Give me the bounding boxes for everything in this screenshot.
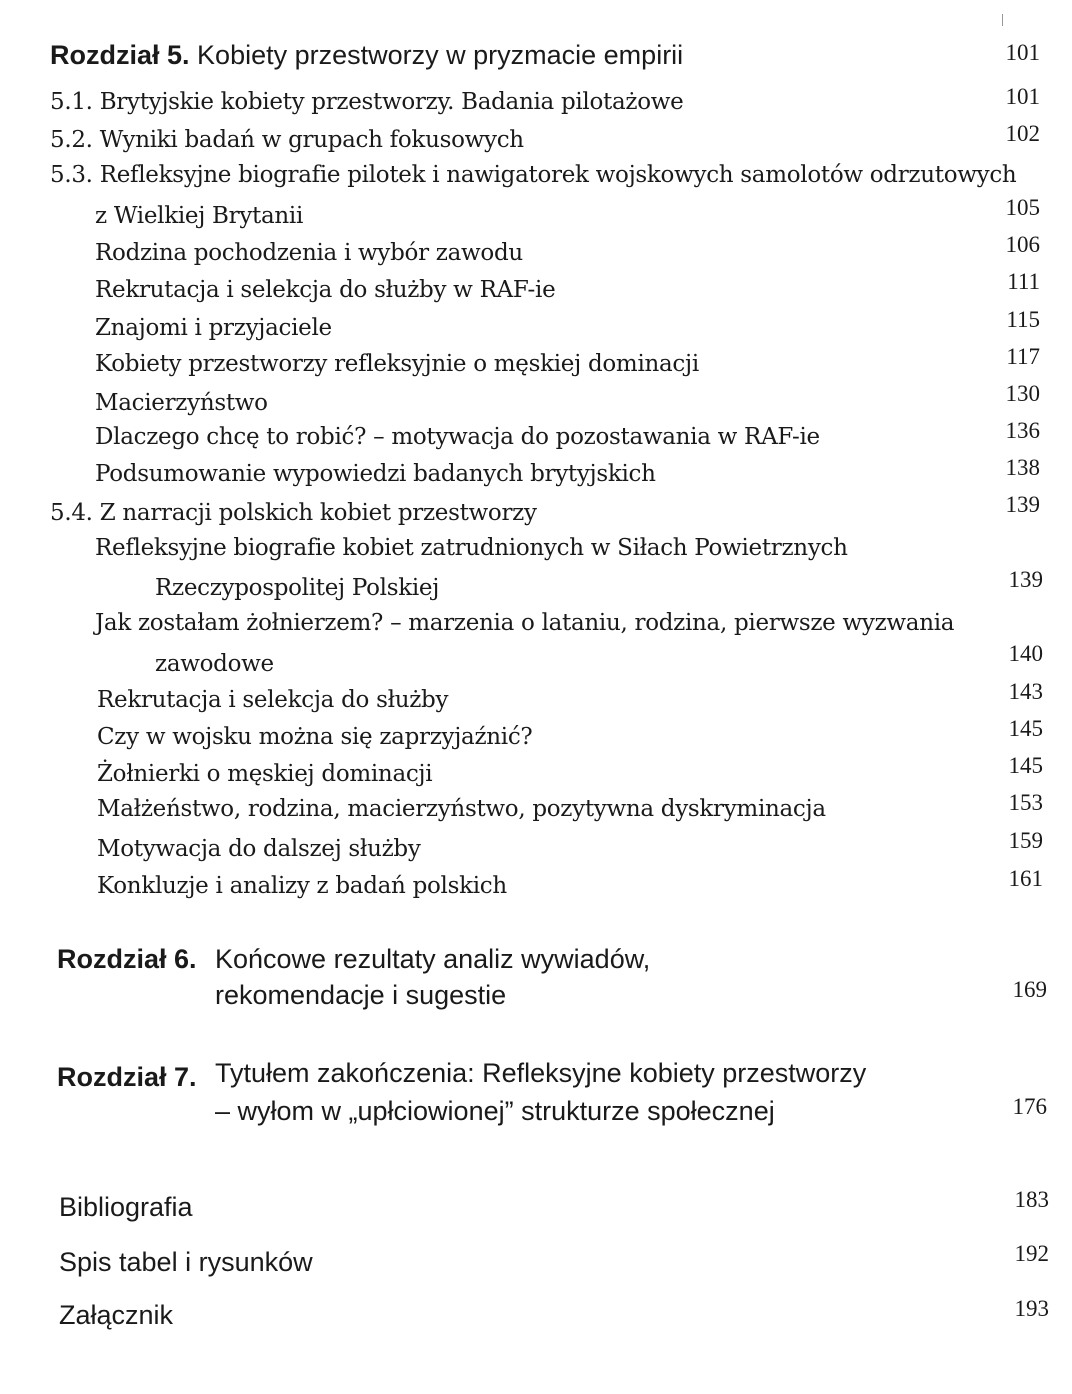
toc-entry-page: 161 bbox=[1008, 866, 1043, 891]
toc-entry: 5.4. Z narracji polskich kobiet przestworzy bbox=[50, 500, 537, 526]
toc-entry: 5.2. Wyniki badań w grupach fokusowych bbox=[50, 127, 524, 153]
chapter-6-page: 169 bbox=[1012, 977, 1047, 1002]
toc-entry: Rekrutacja i selekcja do służby w RAF-ie bbox=[95, 277, 556, 303]
toc-entry: zawodowe bbox=[155, 651, 274, 677]
toc-entry: Jak zostałam żołnierzem? – marzenia o lataniu, rodzina, pierwsze wyzwania bbox=[95, 610, 955, 636]
toc-entry: z Wielkiej Brytanii bbox=[95, 203, 304, 229]
toc-entry: Rzeczypospolitej Polskiej bbox=[155, 575, 440, 601]
toc-entry: Małżeństwo, rodzina, macierzyństwo, pozytywna dyskryminacja bbox=[97, 796, 826, 822]
chapter-7-label: Rozdział 7. bbox=[57, 1062, 197, 1092]
toc-entry: Kobiety przestworzy refleksyjnie o męskiej dominacji bbox=[95, 351, 699, 377]
toc-entry-page: 130 bbox=[1005, 381, 1040, 406]
toc-entry: 5.1. Brytyjskie kobiety przestworzy. Badania pilotażowe bbox=[50, 89, 684, 115]
toc-entry: Żołnierki o męskiej dominacji bbox=[97, 761, 433, 787]
toc-entry: Motywacja do dalszej służby bbox=[97, 836, 421, 862]
chapter-7-title-line-1: Tytułem zakończenia: Refleksyjne kobiety przestworzy bbox=[215, 1058, 867, 1088]
toc-entry-page: 106 bbox=[1005, 232, 1040, 257]
chapter-6-heading bbox=[57, 944, 197, 975]
toc-entry: Rekrutacja i selekcja do służby bbox=[97, 687, 449, 713]
chapter-6-title-line-2: rekomendacje i sugestie bbox=[215, 980, 507, 1010]
chapter-6-label: Rozdział 6. bbox=[57, 944, 197, 974]
chapter-5-heading bbox=[50, 40, 683, 71]
toc-entry-page: 102 bbox=[1005, 121, 1040, 146]
appendix-page: 193 bbox=[1014, 1296, 1049, 1321]
toc-entry-page: 111 bbox=[1007, 269, 1040, 294]
chapter-6-title-line-1: Końcowe rezultaty analiz wywiadów, bbox=[215, 944, 651, 974]
appendix-entry: Załącznik bbox=[59, 1300, 174, 1330]
toc-entry: Konkluzje i analizy z badań polskich bbox=[97, 873, 507, 899]
chapter-7-heading bbox=[57, 1062, 197, 1093]
toc-entry-page: 136 bbox=[1005, 418, 1040, 443]
toc-entry-page: 101 bbox=[1005, 84, 1040, 109]
toc-entry-page: 145 bbox=[1008, 716, 1043, 741]
toc-entry-page: 139 bbox=[1008, 567, 1043, 592]
toc-entry-page: 159 bbox=[1008, 828, 1043, 853]
toc-entry-page: 140 bbox=[1008, 641, 1043, 666]
toc-entry: Rodzina pochodzenia i wybór zawodu bbox=[95, 240, 523, 266]
toc-entry: 5.3. Refleksyjne biografie pilotek i nawigatorek wojskowych samolotów odrzutowych bbox=[50, 162, 1017, 188]
toc-entry: Dlaczego chcę to robić? – motywacja do pozostawania w RAF-ie bbox=[95, 424, 820, 450]
tables-figures-entry: Spis tabel i rysunków bbox=[59, 1247, 313, 1277]
chapter-7-page: 176 bbox=[1012, 1094, 1047, 1119]
toc-entry: Znajomi i przyjaciele bbox=[95, 315, 332, 341]
toc-entry-page: 117 bbox=[1006, 344, 1040, 369]
chapter-7-title-line-2: – wyłom w „upłciowionej” strukturze społecznej bbox=[215, 1096, 775, 1126]
toc-entry-page: 138 bbox=[1005, 455, 1040, 480]
toc-entry-page: 139 bbox=[1005, 492, 1040, 517]
toc-entry-page: 153 bbox=[1008, 790, 1043, 815]
tables-figures-page: 192 bbox=[1014, 1241, 1049, 1266]
toc-entry-page: 105 bbox=[1005, 195, 1040, 220]
chapter-5-page: 101 bbox=[1005, 40, 1040, 65]
chapter-5-title: Kobiety przestworzy w pryzmacie empirii bbox=[197, 40, 684, 70]
toc-entry: Macierzyństwo bbox=[95, 390, 268, 416]
toc-entry: Podsumowanie wypowiedzi badanych brytyjskich bbox=[95, 461, 656, 487]
toc-entry-page: 143 bbox=[1008, 679, 1043, 704]
toc-entry-page: 145 bbox=[1008, 753, 1043, 778]
margin-mark bbox=[1002, 14, 1003, 26]
bibliography-entry: Bibliografia bbox=[59, 1192, 193, 1222]
toc-entry: Czy w wojsku można się zaprzyjaźnić? bbox=[97, 724, 533, 750]
bibliography-page: 183 bbox=[1014, 1187, 1049, 1212]
toc-entry: Refleksyjne biografie kobiet zatrudnionych w Siłach Powietrznych bbox=[95, 535, 848, 561]
toc-entry-page: 115 bbox=[1006, 307, 1040, 332]
chapter-5-label: Rozdział 5. bbox=[50, 40, 190, 70]
